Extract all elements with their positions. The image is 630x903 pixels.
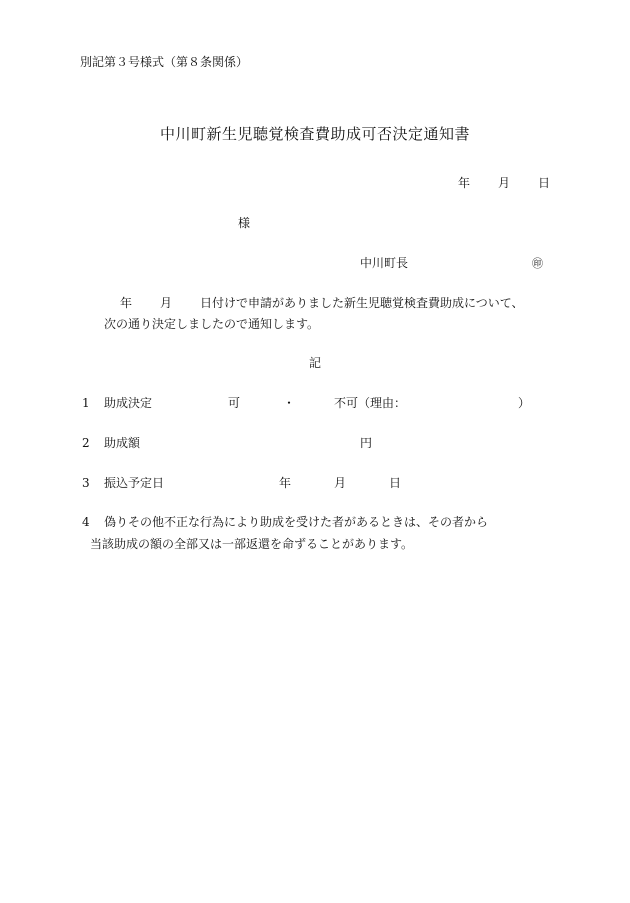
transfer-day: 日 [389, 476, 402, 490]
application-month: 月 [160, 296, 173, 310]
item-4-text-line-2: 当該助成の額の全部又は一部返還を命ずることがあります。 [90, 537, 414, 551]
option-separator: ・ [283, 396, 296, 410]
transfer-month: 月 [334, 476, 347, 490]
body-text-line-1 [120, 297, 524, 309]
body-text-line-2: 次の通り決定しましたので通知します。 [104, 317, 320, 331]
item-2-number: 2 [82, 436, 90, 450]
body-text-rest: 日付けで申請がありました新生児聴覚検査費助成について、 [200, 296, 524, 310]
seal-mark: ㊞ [532, 257, 543, 270]
addressee-suffix: 様 [238, 216, 251, 230]
item-3-number: 3 [82, 476, 90, 490]
item-1-label: 助成決定 [104, 396, 153, 410]
item-1-number: 1 [82, 396, 90, 410]
issue-date-day: 日 [538, 176, 551, 190]
deny-option-reason: 不可（理由： [334, 396, 407, 410]
reason-close-paren: ） [518, 396, 531, 410]
item-3-label: 振込予定日 [104, 476, 165, 490]
document-title: 中川町新生児聴覚検査費助成可否決定通知書 [159, 125, 470, 143]
item-4-text-line-1: 偽りその他不正な行為により助成を受けた者があるときは、その者から [104, 515, 489, 529]
approve-option: 可 [228, 396, 241, 410]
form-number: 別記第３号様式（第８条関係） [80, 55, 249, 69]
transfer-year: 年 [279, 476, 292, 490]
issue-date-year: 年 [458, 176, 471, 190]
amount-unit: 円 [360, 436, 373, 450]
ki-heading: 記 [309, 356, 322, 370]
issuer-name: 中川町長 [360, 256, 409, 270]
issue-date [458, 177, 550, 189]
item-2-label: 助成額 [104, 436, 141, 450]
application-year: 年 [120, 296, 133, 310]
issue-date-month: 月 [498, 176, 511, 190]
item-4-number: 4 [82, 515, 90, 529]
